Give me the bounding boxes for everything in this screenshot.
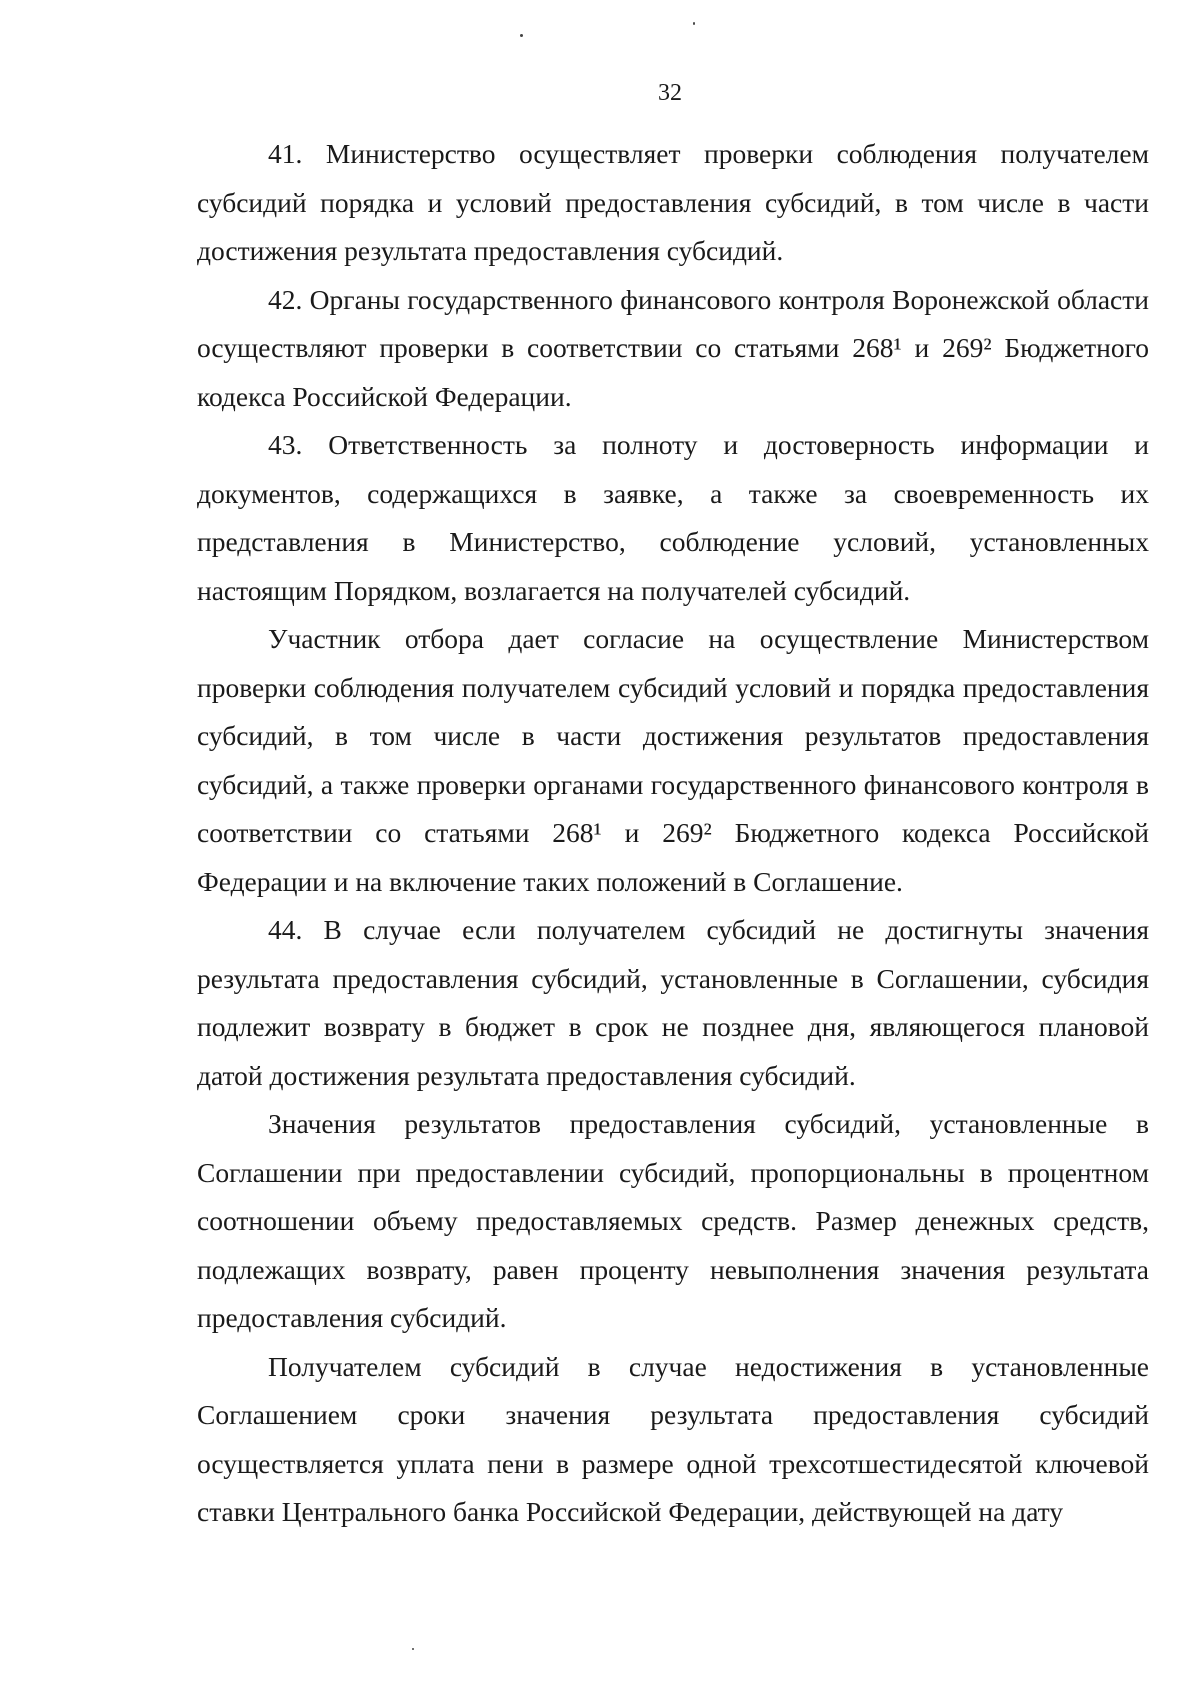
paragraph-consent: Участник отбора дает согласие на осуществление Министерством проверки соблюдения получателем субсидий условий и порядка предоставления субсидий, в том числе в части достижения результатов предоставления субсидий, а также проверки органами государственного финансового контроля в соответствии со статьями 268¹ и 269² Бюджетного кодекса Российской Федерации и на включение таких положений в Соглашение. — [197, 623, 1149, 897]
paragraph-43: 43. Ответственность за полноту и достоверность информации и документов, содержащихся в заявке, а также за своевременность их представления в Министерство, соблюдение условий, установленных настоящим Порядком, возлагается на получателей субсидий. — [197, 429, 1149, 606]
scan-speck — [693, 22, 695, 25]
paragraph-penalty: Получателем субсидий в случае недостижения в установленные Соглашением сроки значения результата предоставления субсидий осуществляется уплата пени в размере одной трехсотшестидесятой ключевой ставки Центрального банка Российской Федерации, действующей на дату — [197, 1350, 1149, 1527]
document-body — [197, 130, 1149, 1537]
scan-speck — [520, 34, 523, 37]
paragraph-41: 41. Министерство осуществляет проверки соблюдения получателем субсидий порядка и условий предоставления субсидий, в том числе в части достижения результата предоставления субсидий. — [197, 138, 1149, 266]
page-number: 32 — [658, 80, 682, 106]
paragraph-result-values: Значения результатов предоставления субсидий, установленные в Соглашении при предоставлении субсидий, пропорциональны в процентном соотношении объему предоставляемых средств. Размер денежных средств, подлежащих возврату, равен проценту невыполнения значения результата предоставления субсидий. — [197, 1108, 1149, 1333]
scan-speck — [412, 1648, 414, 1650]
paragraph-42: 42. Органы государственного финансового контроля Воронежской области осуществляют проверки в соответствии со статьями 268¹ и 269² Бюджетного кодекса Российской Федерации. — [197, 283, 1149, 412]
paragraph-44: 44. В случае если получателем субсидий не достигнуты значения результата предоставления субсидий, установленные в Соглашении, субсидия подлежит возврату в бюджет в срок не позднее дня, являющегося плановой датой достижения результата предоставления субсидий. — [197, 914, 1149, 1091]
